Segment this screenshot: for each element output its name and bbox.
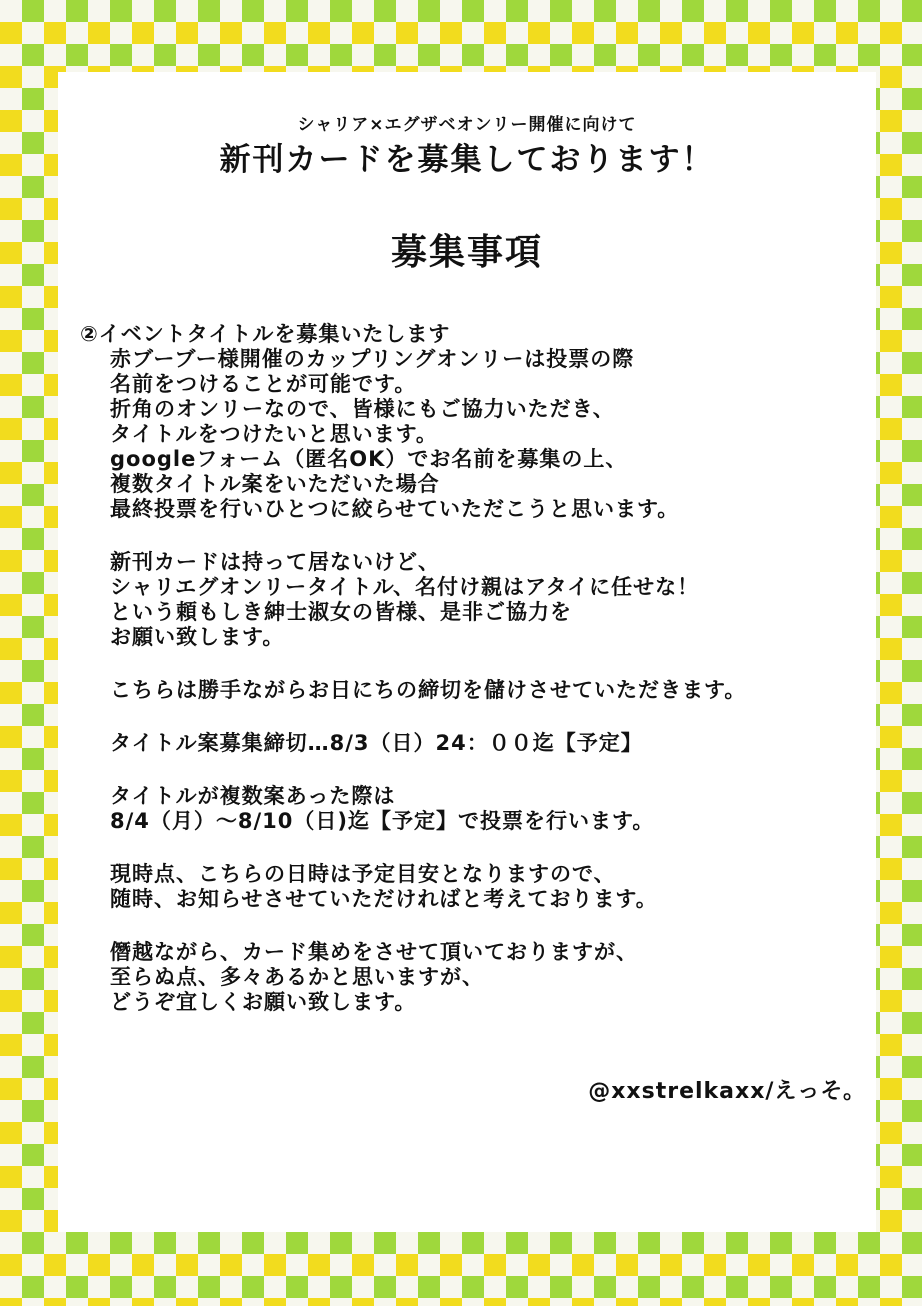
paragraph-gap [80, 522, 870, 550]
subtitle: シャリア×エグザベオンリー開催に向けて [297, 115, 637, 135]
body-line: 赤ブーブー様開催のカップリングオンリーは投票の際 [110, 347, 635, 371]
signature-handle: @xxstrelkaxx/えっそ。 [588, 1079, 866, 1104]
body-line: シャリエグオンリータイトル、名付け親はアタイに任せな！ [110, 575, 700, 599]
paragraph-gap [80, 703, 870, 731]
body-line: 新刊カードは持って居ないけど、 [110, 550, 440, 574]
body-line: 随時、お知らせさせていただければと考えております。 [110, 887, 658, 911]
item-title: ②イベントタイトルを募集いたします [80, 322, 451, 346]
notice-card [58, 72, 876, 1232]
paragraph-gap [80, 650, 870, 678]
body-line: どうぞ宜しくお願い致します。 [110, 990, 417, 1014]
body-line: タイトルが複数案あった際は [110, 784, 396, 808]
body-line: 名前をつけることが可能です。 [110, 372, 417, 396]
paragraph-gap [80, 912, 870, 940]
body-line: 折角のオンリーなので、皆様にもご協力いただき、 [110, 397, 615, 421]
body-line: お願い致します。 [110, 625, 285, 649]
section-heading: 募集事項 [390, 232, 543, 273]
body-line: 至らぬ点、多々あるかと思いますが、 [110, 965, 484, 989]
deadline-line: タイトル案募集締切…8/3（日）24：００迄【予定】 [110, 731, 643, 755]
paragraph-gap [80, 756, 870, 784]
paragraph-gap [80, 834, 870, 862]
body-line: タイトルをつけたいと思います。 [110, 422, 438, 446]
body-line: googleフォーム（匿名OK）でお名前を募集の上、 [110, 447, 628, 471]
body-line: 僭越ながら、カード集めをさせて頂いておりますが、 [110, 940, 638, 964]
page-title: 新刊カードを募集しております！ [219, 142, 715, 178]
body-line: という頼もしき紳士淑女の皆様、是非ご協力を [110, 600, 572, 624]
body-line: 現時点、こちらの日時は予定目安となりますので、 [110, 862, 616, 886]
body-line: 複数タイトル案をいただいた場合 [110, 472, 440, 496]
body-line: 最終投票を行いひとつに絞らせていただこうと思います。 [110, 497, 680, 521]
body-line: こちらは勝手ながらお日にちの締切を儲けさせていただきます。 [110, 678, 747, 702]
notice-body [80, 322, 870, 1015]
voting-period-line: 8/4（月）～8/10（日)迄【予定】で投票を行います。 [110, 809, 655, 833]
